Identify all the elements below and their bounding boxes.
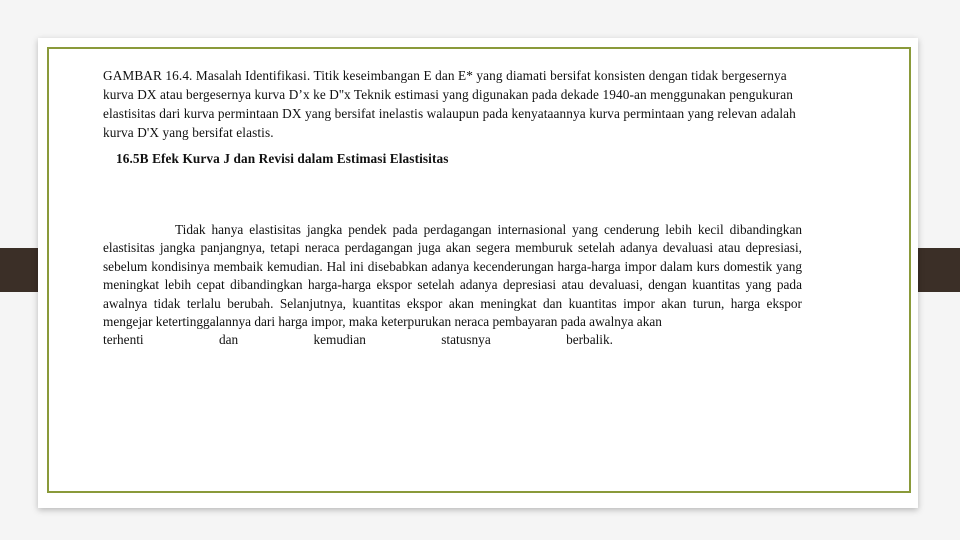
figure-caption: GAMBAR 16.4. Masalah Identifikasi. Titik keseimbangan E dan E* yang diamati bersifat konsisten dengan tidak bergesernya kurva DX atau bergesernya kurva D’x ke D''x Teknik estimasi yang digunakan pada dekade 1940-an menggunakan pengukuran elastisitas dari kurva permintaan DX yang bersifat inelastis walaupun pada kenyataannya kurva permintaan yang relevan adalah kurva D'X yang bersifat elastis. [103,68,796,140]
last-line-word: dan [218,332,239,348]
last-line-word: terhenti [103,332,144,348]
body-paragraph-block [100,221,805,350]
figure-caption-block [100,66,805,169]
last-line-word: kemudian [313,332,366,348]
paragraph-last-line [103,331,613,349]
last-line-word: statusnya [441,332,491,348]
last-line-word: berbalik. [566,332,613,348]
body-paragraph: Tidak hanya elastisitas jangka pendek pada perdagangan internasional yang cenderung lebih kecil dibandingkan elastisitas jangka panjangnya, tetapi neraca perdagangan juga akan segera memburuk setelah adanya devaluasi atau depresiasi, sebelum kondisinya membaik kemudian. Hal ini disebabkan adanya kecenderungan harga-harga impor dalam kurs domestik yang meningkat lebih cepat dibandingkan harga-harga ekspor setelah adanya depresiasi atau devaluasi, dengan kuantitas yang pada awalnya tidak terlalu berubah. Selanjutnya, kuantitas ekspor akan meningkat dan kuantitas impor akan turun, harga ekspor mengejar ketertinggalannya dari harga impor, maka keterpurukan neraca pembayaran pada awalnya akan [103,222,802,330]
section-heading: 16.5B Efek Kurva J dan Revisi dalam Estimasi Elastisitas [116,151,449,166]
